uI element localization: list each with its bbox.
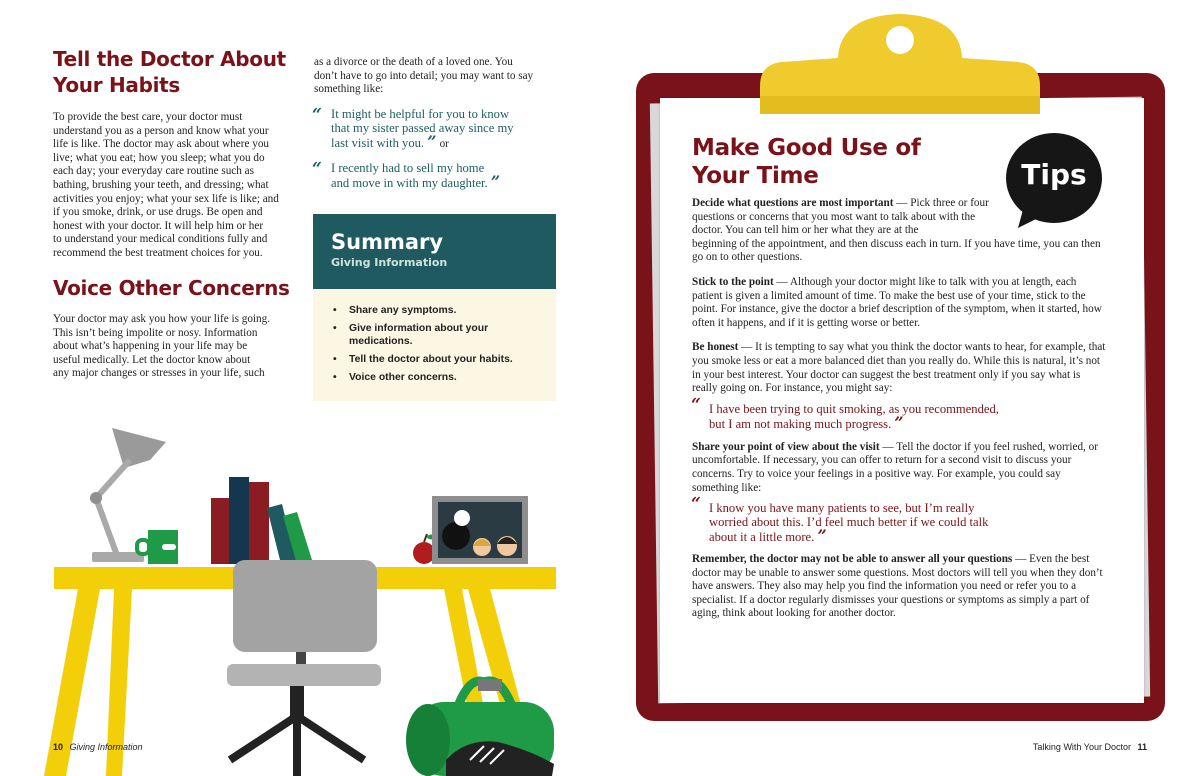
quote-line: that my sister passed away since my — [331, 121, 514, 135]
footer-section: Giving Information — [69, 742, 143, 752]
heading-concerns: Voice Other Concerns — [53, 276, 290, 300]
summary-list — [331, 304, 542, 384]
text-line: bathing, brushing your teeth, and dressing; what — [53, 178, 269, 191]
quote-line: I have been trying to quit smoking, as you recommended, — [709, 401, 999, 416]
quote-line: but I am not making much progress. — [709, 416, 892, 431]
tips-content — [692, 197, 1107, 632]
tip-title: Remember, the doctor may not be able to answer all your questions — [692, 553, 1013, 566]
open-quote-mark: “ — [312, 105, 322, 125]
footer-left — [53, 742, 143, 752]
bullet: • — [333, 354, 337, 365]
summary-subtitle: Giving Information — [331, 256, 448, 269]
text-line: live; what you eat; how you sleep; what you do — [53, 151, 265, 164]
heading-habits-line2: Your Habits — [53, 73, 181, 97]
bullet: • — [333, 372, 337, 383]
tip-title: Decide what questions are most important — [692, 197, 894, 209]
close-quote-mark: ” — [427, 132, 437, 151]
heading-good-use-line2: Your Time — [692, 163, 819, 189]
quote-line: I know you have many patients to see, but I’m really — [709, 501, 975, 516]
summary-item-text: Give information about your medications. — [349, 323, 489, 347]
text-line: any major changes or stresses in your life, such — [53, 367, 265, 380]
quote-line: and move in with my daughter. — [331, 176, 488, 190]
quote-line: about it a little more. — [709, 530, 815, 545]
text-line: honest with your doctor. It will help him or her — [53, 219, 264, 232]
tip-stick-to-point — [692, 276, 1107, 330]
text-line: if you smoke, drink, or use drugs. Be open and — [53, 206, 263, 219]
tip-text: beginning of the appointment, and then discuss each in turn. If you have time, you can then go on to other questions. — [692, 237, 1101, 264]
chair-icon — [227, 560, 381, 776]
tips-badge: Tips — [1021, 158, 1087, 191]
tip-title: Share your point of view about the visit — [692, 440, 880, 453]
tip-text: — It is tempting to say what you think the doctor wants to hear, for example, that you smoke less or eat a more balanced diet than you really do. While this is natural, it’s not in your best interest. Your doctor can suggest the best treatment only if you say what is really going on. For instance, you might say: — [692, 341, 1106, 395]
clipboard-clip-icon — [758, 10, 1042, 120]
summary-item — [331, 353, 542, 366]
summary-header — [313, 214, 556, 289]
heading-good-use — [692, 134, 992, 190]
text-line: useful medically. Let the doctor know about — [53, 353, 251, 366]
tip-text: — Pick three or four questions or concerns that you most want to talk about with the doctor. You can tell him or her what they are at the — [692, 197, 989, 237]
summary-body — [313, 289, 556, 401]
heading-good-use-line1: Make Good Use of — [692, 135, 921, 161]
summary-item — [331, 322, 542, 348]
tip-text: — Tell the doctor if you feel rushed, worried, or uncomfortable. If necessary, you can offer to return for a second visit to discuss your concerns. Try to voice your feelings in a positive way. For example, you could say something like: — [692, 440, 1098, 494]
text-line: understand you as a person and know what your — [53, 124, 269, 137]
tip-questions — [692, 197, 1107, 238]
text-line: to understand your medical conditions fully and — [53, 233, 268, 246]
tip-point-of-view — [692, 441, 1107, 495]
photo-frame-icon — [432, 496, 528, 564]
summary-item — [331, 371, 542, 384]
quote-line-last — [331, 132, 562, 152]
quote-worried — [691, 494, 1107, 546]
tip-be-honest — [692, 341, 1107, 395]
quote-line: worried about this. I’d feel much better if we could talk — [709, 515, 989, 530]
open-quote-mark: “ — [691, 494, 701, 515]
concerns-paragraph — [53, 313, 303, 381]
quote-line: last visit with you. — [331, 136, 425, 150]
tip-text: — Although your doctor might like to talk with you at length, each patient is given a limited amount of time. To make the best use of your time, stick to the point. For instance, give the doctor a brief description of the symptom, when it started, how often it happens, and if it is getting worse or better. — [692, 275, 1102, 329]
quote-home — [312, 161, 562, 190]
summary-item — [331, 304, 542, 317]
tip-cannot-answer — [692, 553, 1107, 621]
tip-title: Stick to the point — [692, 275, 774, 288]
quote-sister — [312, 107, 562, 152]
column2-paragraph — [314, 56, 564, 97]
text-line: don’t have to go into detail; you may want to say — [314, 69, 534, 82]
text-line: each day; your everyday care routine such as — [53, 165, 254, 178]
or-text: or — [439, 138, 449, 150]
page-number: 11 — [1137, 742, 1147, 752]
close-quote-mark: ” — [817, 526, 827, 546]
tip-text: — Even the best doctor may be unable to answer some questions. Most doctors will tell you when they don’t have answers. They also may help you find the information you need or refer you to a specialist. If a doctor regularly dismisses your questions or symptoms as simply a part of aging, think about looking for another doctor. — [692, 553, 1103, 620]
summary-item-text: Tell the doctor about your habits. — [349, 354, 513, 365]
text-line: recommend the best treatment choices for you. — [53, 246, 263, 259]
habits-paragraph — [53, 111, 303, 261]
quote-line-last — [709, 526, 1107, 546]
heading-habits-line1: Tell the Doctor About — [53, 47, 286, 71]
quote-line: It might be helpful for you to know — [331, 107, 510, 121]
open-quote-mark: “ — [691, 394, 701, 415]
quote-smoking — [691, 394, 1107, 432]
text-line: life is like. The doctor may ask about where you — [53, 138, 270, 151]
bullet: • — [333, 323, 337, 334]
bullet: • — [333, 305, 337, 316]
text-line: about what’s happening in your life may be — [53, 340, 248, 353]
tip-title: Be honest — [692, 341, 739, 354]
quote-line: I recently had to sell my home — [331, 161, 485, 175]
summary-item-text: Share any symptoms. — [349, 305, 457, 316]
text-line: Your doctor may ask you how your life is going. — [53, 313, 271, 325]
text-line: To provide the best care, your doctor must — [53, 111, 243, 123]
summary-item-text: Voice other concerns. — [349, 372, 457, 383]
desk-illustration — [0, 420, 600, 776]
summary-title: Summary — [331, 230, 444, 254]
open-quote-mark: “ — [312, 159, 322, 179]
footer-right — [1033, 742, 1147, 752]
text-line: activities you enjoy; what your sex life is like; and — [53, 192, 279, 205]
text-line: as a divorce or the death of a loved one. You — [314, 56, 513, 68]
text-line: something like: — [314, 83, 384, 96]
close-quote-mark: ” — [490, 172, 501, 191]
page-number: 10 — [53, 742, 64, 752]
quote-line-last — [709, 412, 1107, 432]
books-icon — [211, 477, 312, 564]
close-quote-mark: ” — [894, 412, 904, 432]
footer-title: Talking With Your Doctor — [1032, 742, 1131, 752]
heading-habits — [53, 46, 313, 98]
text-line: This isn’t being impolite or nosy. Information — [53, 326, 258, 339]
summary-box — [313, 214, 556, 401]
quote-line-last — [331, 172, 562, 191]
